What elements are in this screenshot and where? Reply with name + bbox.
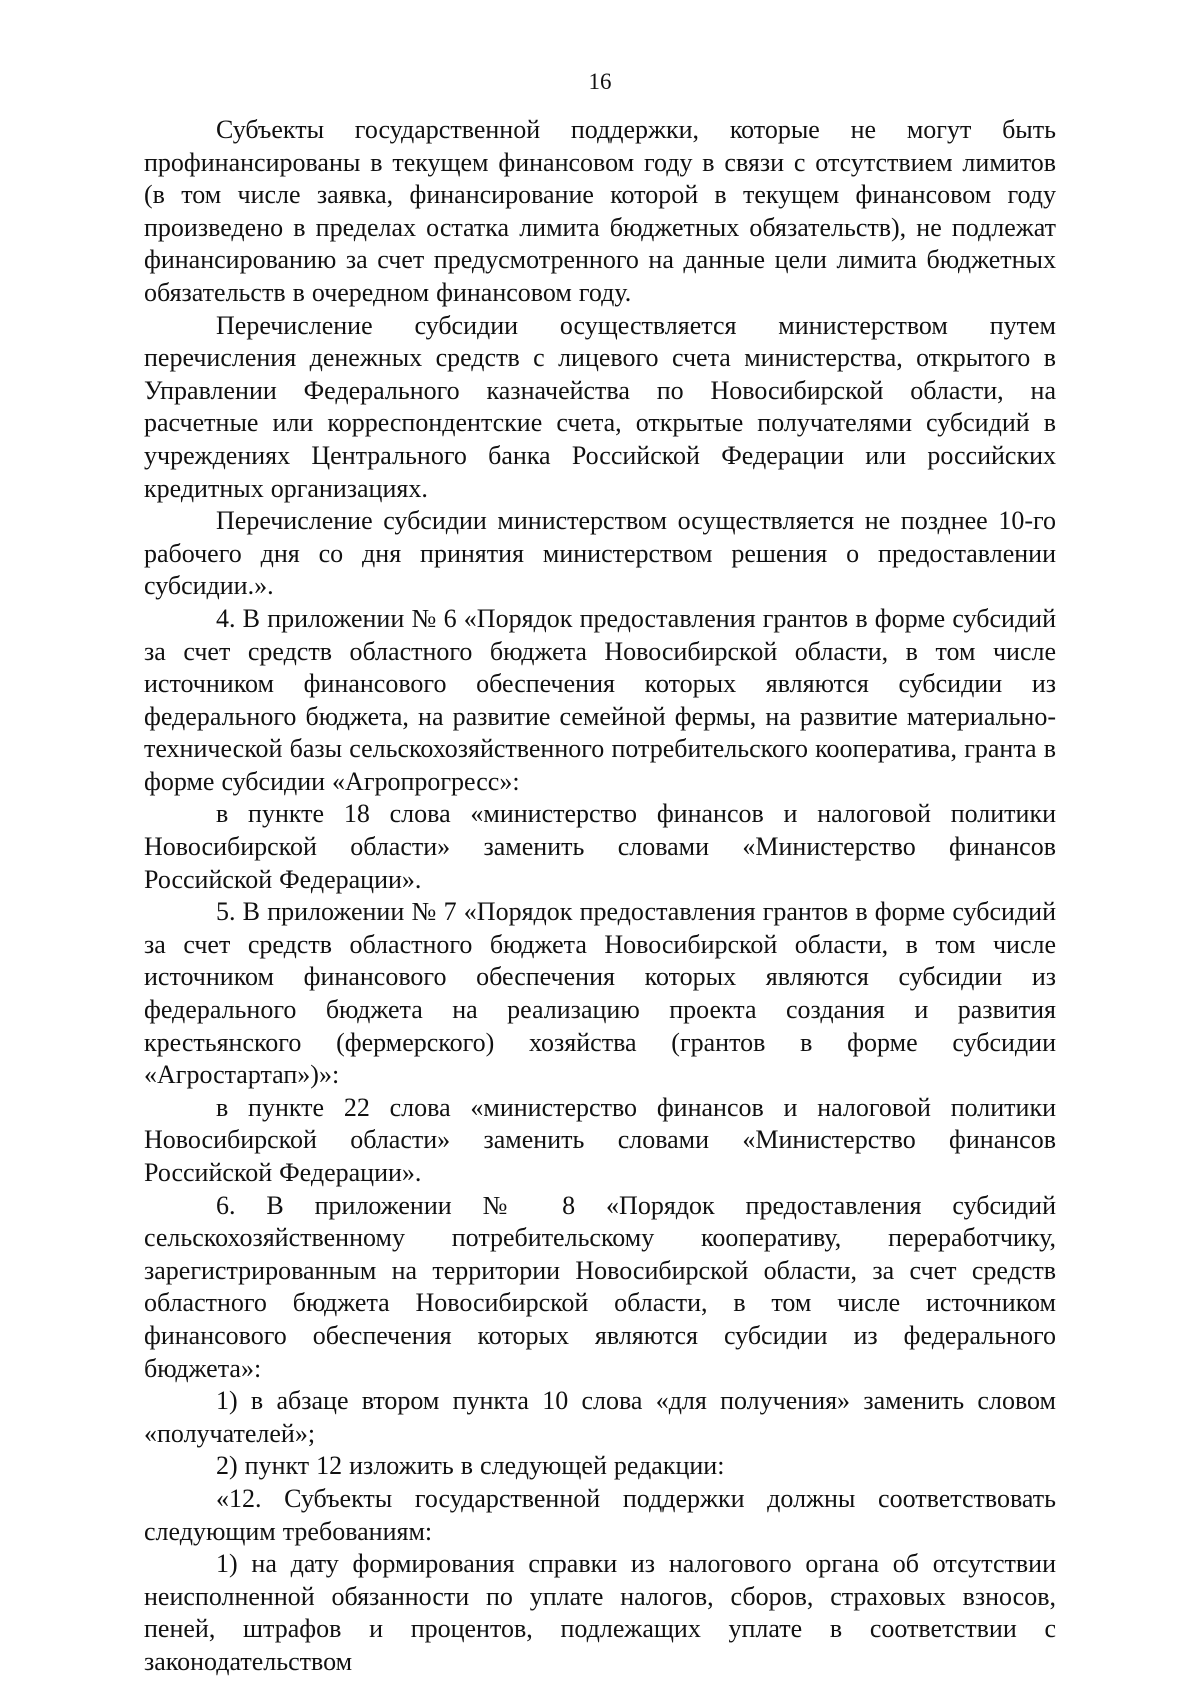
paragraph-unfunded-subjects: Субъекты государственной поддержки, которые не могут быть профинансированы в текущем финансовом году в связи с отсутствием лимитов (в том числе заявка, финансирование которой в текущем финансовом году произведено в пределах остатка лимита бюджетных обязательств), не подлежат финансированию за счет предусмотренного на данные цели лимита бюджетных обязательств в очередном финансовом году. — [144, 115, 1056, 307]
paragraph-clause-12-requirements: «12. Субъекты государственной поддержки должны соответствовать следующим требованиям: — [144, 1483, 1056, 1546]
paragraph-subitem-2-clause-12: 2) пункт 12 изложить в следующей редакции: — [216, 1451, 725, 1481]
paragraph-item-4-appendix-6: 4. В приложении № 6 «Порядок предоставления грантов в форме субсидий за счет средств областного бюджета Новосибирской области, в том числе источником финансового обеспечения которых являются субсидии из федерального бюджета, на развитие семейной фермы, на развитие материально-технической базы сельскохозяйственного потребительского кооператива, гранта в форме субсидии «Агропрогресс»: — [144, 603, 1056, 796]
paragraph-subitem-1-clause-10: 1) в абзаце втором пункта 10 слова «для получения» заменить словом «получателей»; — [144, 1386, 1056, 1448]
paragraph-clause-22-amendment: в пункте 22 слова «министерство финансов и налоговой политики Новосибирской области» заменить словами «Министерство финансов Российской Федерации». — [144, 1092, 1056, 1187]
paragraph-transfer-deadline: Перечисление субсидии министерством осуществляется не позднее 10-го рабочего дня со дня принятия министерством решения о предоставлении субсидии.». — [144, 506, 1056, 601]
paragraph-clause-18-amendment: в пункте 18 слова «министерство финансов и налоговой политики Новосибирской области» заменить словами «Министерство финансов Российской Федерации». — [144, 799, 1056, 894]
page-number: 16 — [588, 69, 612, 94]
paragraph-item-5-appendix-7: 5. В приложении № 7 «Порядок предоставления грантов в форме субсидий за счет средств областного бюджета Новосибирской области, в том числе источником финансового обеспечения которых являются субсидии из федерального бюджета на реализацию проекта создания и развития крестьянского (фермерского) хозяйства (грантов в форме субсидии «Агростартап»)»: — [144, 897, 1056, 1090]
document-body — [144, 114, 1056, 1679]
paragraph-item-6-appendix-8: 6. В приложении № 8 «Порядок предоставления субсидий сельскохозяйственному потребительскому кооперативу, переработчику, зарегистрированным на территории Новосибирской области, за счет средств областного бюджета Новосибирской области, в том числе источником финансового обеспечения которых являются субсидии из федерального бюджета»: — [144, 1190, 1056, 1383]
paragraph-subsidy-transfer: Перечисление субсидии осуществляется министерством путем перечисления денежных средств с лицевого счета министерства, открытого в Управлении Федерального казначейства по Новосибирской области, на расчетные или корреспондентские счета, открытые получателями субсидий в учреждениях Центрального банка Российской Федерации или российских кредитных организациях. — [144, 310, 1056, 503]
paragraph-requirement-1: 1) на дату формирования справки из налогового органа об отсутствии неисполненной обязанности по уплате налогов, сборов, страховых взносов, пеней, штрафов и процентов, подлежащих уплате в соответствии с законодательством — [144, 1549, 1056, 1676]
